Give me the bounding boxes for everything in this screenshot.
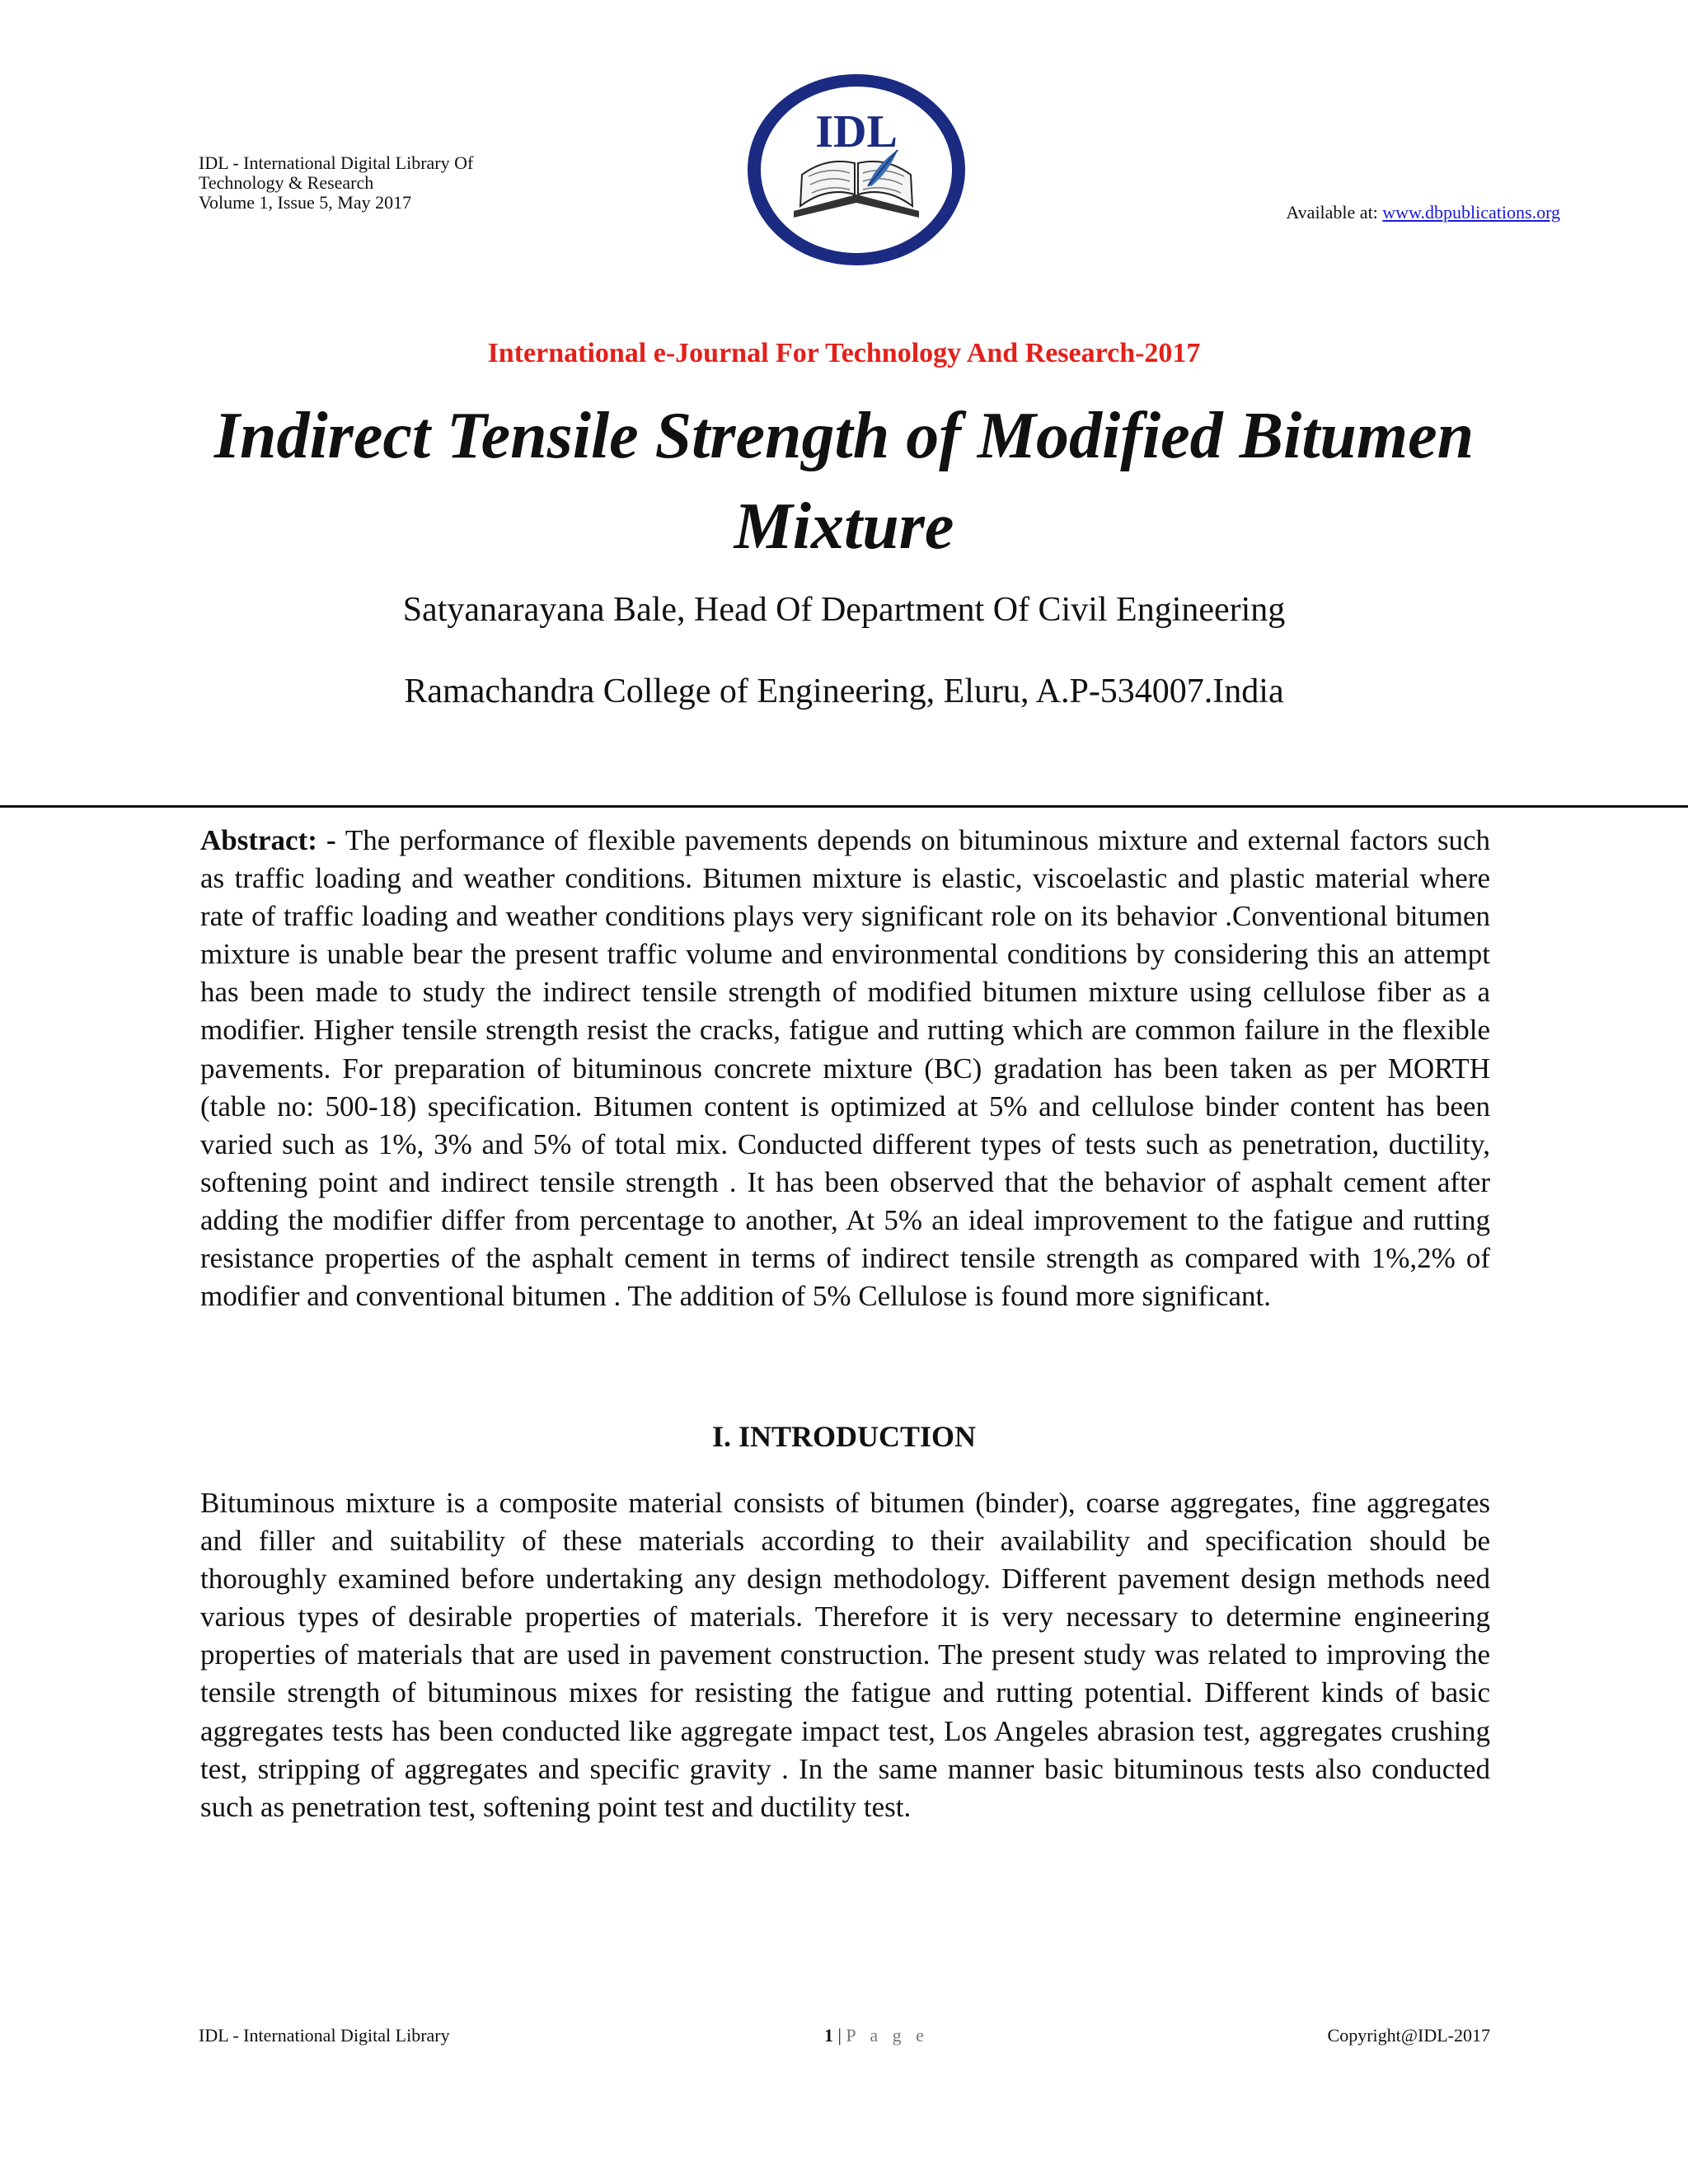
idl-logo [744,71,968,269]
affiliation-line: Ramachandra College of Engineering, Eluru, A.P-534007.India [404,673,1284,710]
publisher-line-1: IDL - International Digital Library Of [199,152,474,173]
introduction-paragraph: Bituminous mixture is a composite material consists of bitumen (binder), coarse aggregates, fine aggregates and filler and suitability of these materials according to their availability and specification should be thoroughly examined before undertaking any design methodology. Different pavement design methods need various types of desirable properties of materials. Therefore it is very necessary to determine engineering properties of materials that are used in pavement construction. The present study was related to improving the tensile strength of bituminous mixes for resisting the fatigue and rutting potential. Different kinds of basic aggregates tests has been conducted like aggregate impact test, Los Angeles abrasion test, aggregates crushing test, stripping of aggregates and specific gravity . In the same manner basic bituminous tests also conducted such as penetration test, softening point test and ductility test. [200,1487,1490,1823]
page-separator: | [833,2025,846,2046]
publisher-info [199,153,473,213]
page-number: 1 [824,2025,833,2046]
header-divider [0,805,1688,808]
publisher-line-2: Technology & Research [199,172,374,193]
journal-name: International e-Journal For Technology And Research-2017 [487,338,1201,368]
abstract-paragraph [200,822,1490,1315]
available-label: Available at: [1286,202,1383,223]
publication-url-link[interactable]: www.dbpublications.org [1382,202,1560,223]
logo-text: IDL [815,106,898,157]
footer-library: IDL - International Digital Library [199,2025,450,2046]
abstract-text: The performance of flexible pavements depends on bituminous mixture and external factors such as traffic loading and weather conditions. Bitumen mixture is elastic, viscoelastic and plastic material where rate of traffic loading and weather conditions plays very significant role on its behavior .Conventional bitumen mixture is unable bear the present traffic volume and environmental conditions by considering this an attempt has been made to study the indirect tensile strength of modified bitumen mixture using cellulose fiber as a modifier. Higher tensile strength resist the cracks, fatigue and rutting which are common failure in the flexible pavements. For preparation of bituminous concrete mixture (BC) gradation has been taken as per MORTH (table no: 500-18) specification. Bitumen content is optimized at 5% and cellulose binder content has been varied such as 1%, 3% and 5% of total mix. Conducted different types of tests such as penetration, ductility, softening point and indirect tensile strength . It has been observed that the behavior of asphalt cement after adding the modifier differ from percentage to another, At 5% an ideal improvement to the fatigue and rutting resistance properties of the asphalt cement in terms of indirect tensile strength as compared with 1%,2% of modifier and conventional bitumen . The addition of 5% Cellulose is found more significant. [200,824,1490,1313]
availability [1286,203,1560,223]
footer-copyright: Copyright@IDL-2017 [1327,2025,1490,2046]
abstract-label: Abstract: - [200,824,345,856]
paper-title: Indirect Tensile Strength of Modified Bitumen Mixture [213,400,1475,563]
volume-issue: Volume 1, Issue 5, May 2017 [199,192,412,213]
footer-page-number [824,2025,929,2046]
page-word: P a g e [846,2025,929,2046]
section-heading-introduction: I. INTRODUCTION [711,1420,977,1453]
author-line: Satyanarayana Bale, Head Of Department Of Civil Engineering [402,591,1286,629]
